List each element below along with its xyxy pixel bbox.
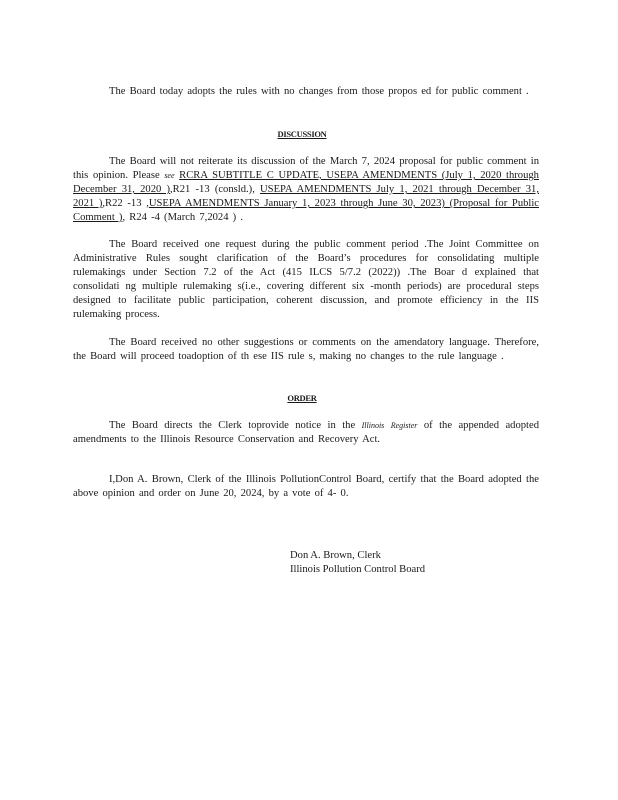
- illinois-italic: Illinois: [361, 421, 385, 430]
- order-heading: ORDER: [287, 393, 317, 403]
- discussion-paragraph-1: [73, 155, 539, 225]
- register-italic: Register: [390, 421, 418, 430]
- discussion-paragraph-2: [73, 238, 539, 322]
- order-paragraph: [73, 419, 539, 447]
- p1-text-d: , R24 -4 (March 7,2024 ) .: [122, 212, 243, 223]
- discussion-heading: DISCUSSION: [277, 129, 327, 139]
- p4-text-a: The Board directs the Clerk toprovide notice in the: [109, 420, 356, 431]
- discussion-paragraph-3: [73, 336, 539, 364]
- citation-rcra-subtitle-c: RCRA SUBTITLE C UPDATE, USEPA AMENDMENTS (July 1, 2020 through December 31, 2020 ): [73, 170, 539, 195]
- signature-org: Illinois Pollution Control Board: [290, 564, 426, 575]
- p2-text: The Board received one request during the public comment period .The Joint Committee on Administrative Rules sought clarification of the Board’s procedures for consolidating multiple rulemakings under Section 7.2 of the Act (415 ILCS 5/7.2 (2022)) .The Boar d explained that consolidati ng multiple rulemaking s(i.e., covering different six -month periods) are procedural steps designed to facilitate public participation, coherent discussion, and promote efficiency in the IIS rulemaking process.: [73, 239, 539, 320]
- p5-text: I,Don A. Brown, Clerk of the Illinois PollutionControl Board, certify that the Board adopted the above opinion and order on June 20, 2024, by a vote of 4- 0.: [73, 474, 539, 499]
- p1-text-b: ,R21 -13 (consld.),: [170, 184, 255, 195]
- signature-name: Don A. Brown, Clerk: [290, 550, 381, 561]
- citation-usepa-2021: USEPA AMENDMENTS July 1, 2021 through December 31, 2021 ): [73, 184, 539, 209]
- p3-text: The Board received no other suggestions or comments on the amendatory language. Therefore, the Board will proceed toadoption of th ese IIS rule s, making no changes to the rule language .: [73, 337, 539, 362]
- signature-block: [290, 549, 490, 577]
- intro-paragraph: [73, 85, 539, 99]
- certification-paragraph: [73, 473, 539, 501]
- p1-text-c: ,R22 -13 ,: [102, 198, 149, 209]
- intro-text: The Board today adopts the rules with no changes from those propos ed for public comment .: [109, 86, 529, 97]
- see-signal: see: [164, 171, 175, 180]
- p1-text-a: The Board will not reiterate its discussion of the March 7, 2024 proposal for public comment in this opinion. Please: [73, 156, 539, 181]
- p4-text-b: of the appended adopted amendments to the Illinois Resource Conservation and Recovery Act.: [73, 420, 540, 445]
- citation-usepa-2023: USEPA AMENDMENTS January 1, 2023 through June 30, 2023) (Proposal for Public Comment ): [73, 198, 539, 223]
